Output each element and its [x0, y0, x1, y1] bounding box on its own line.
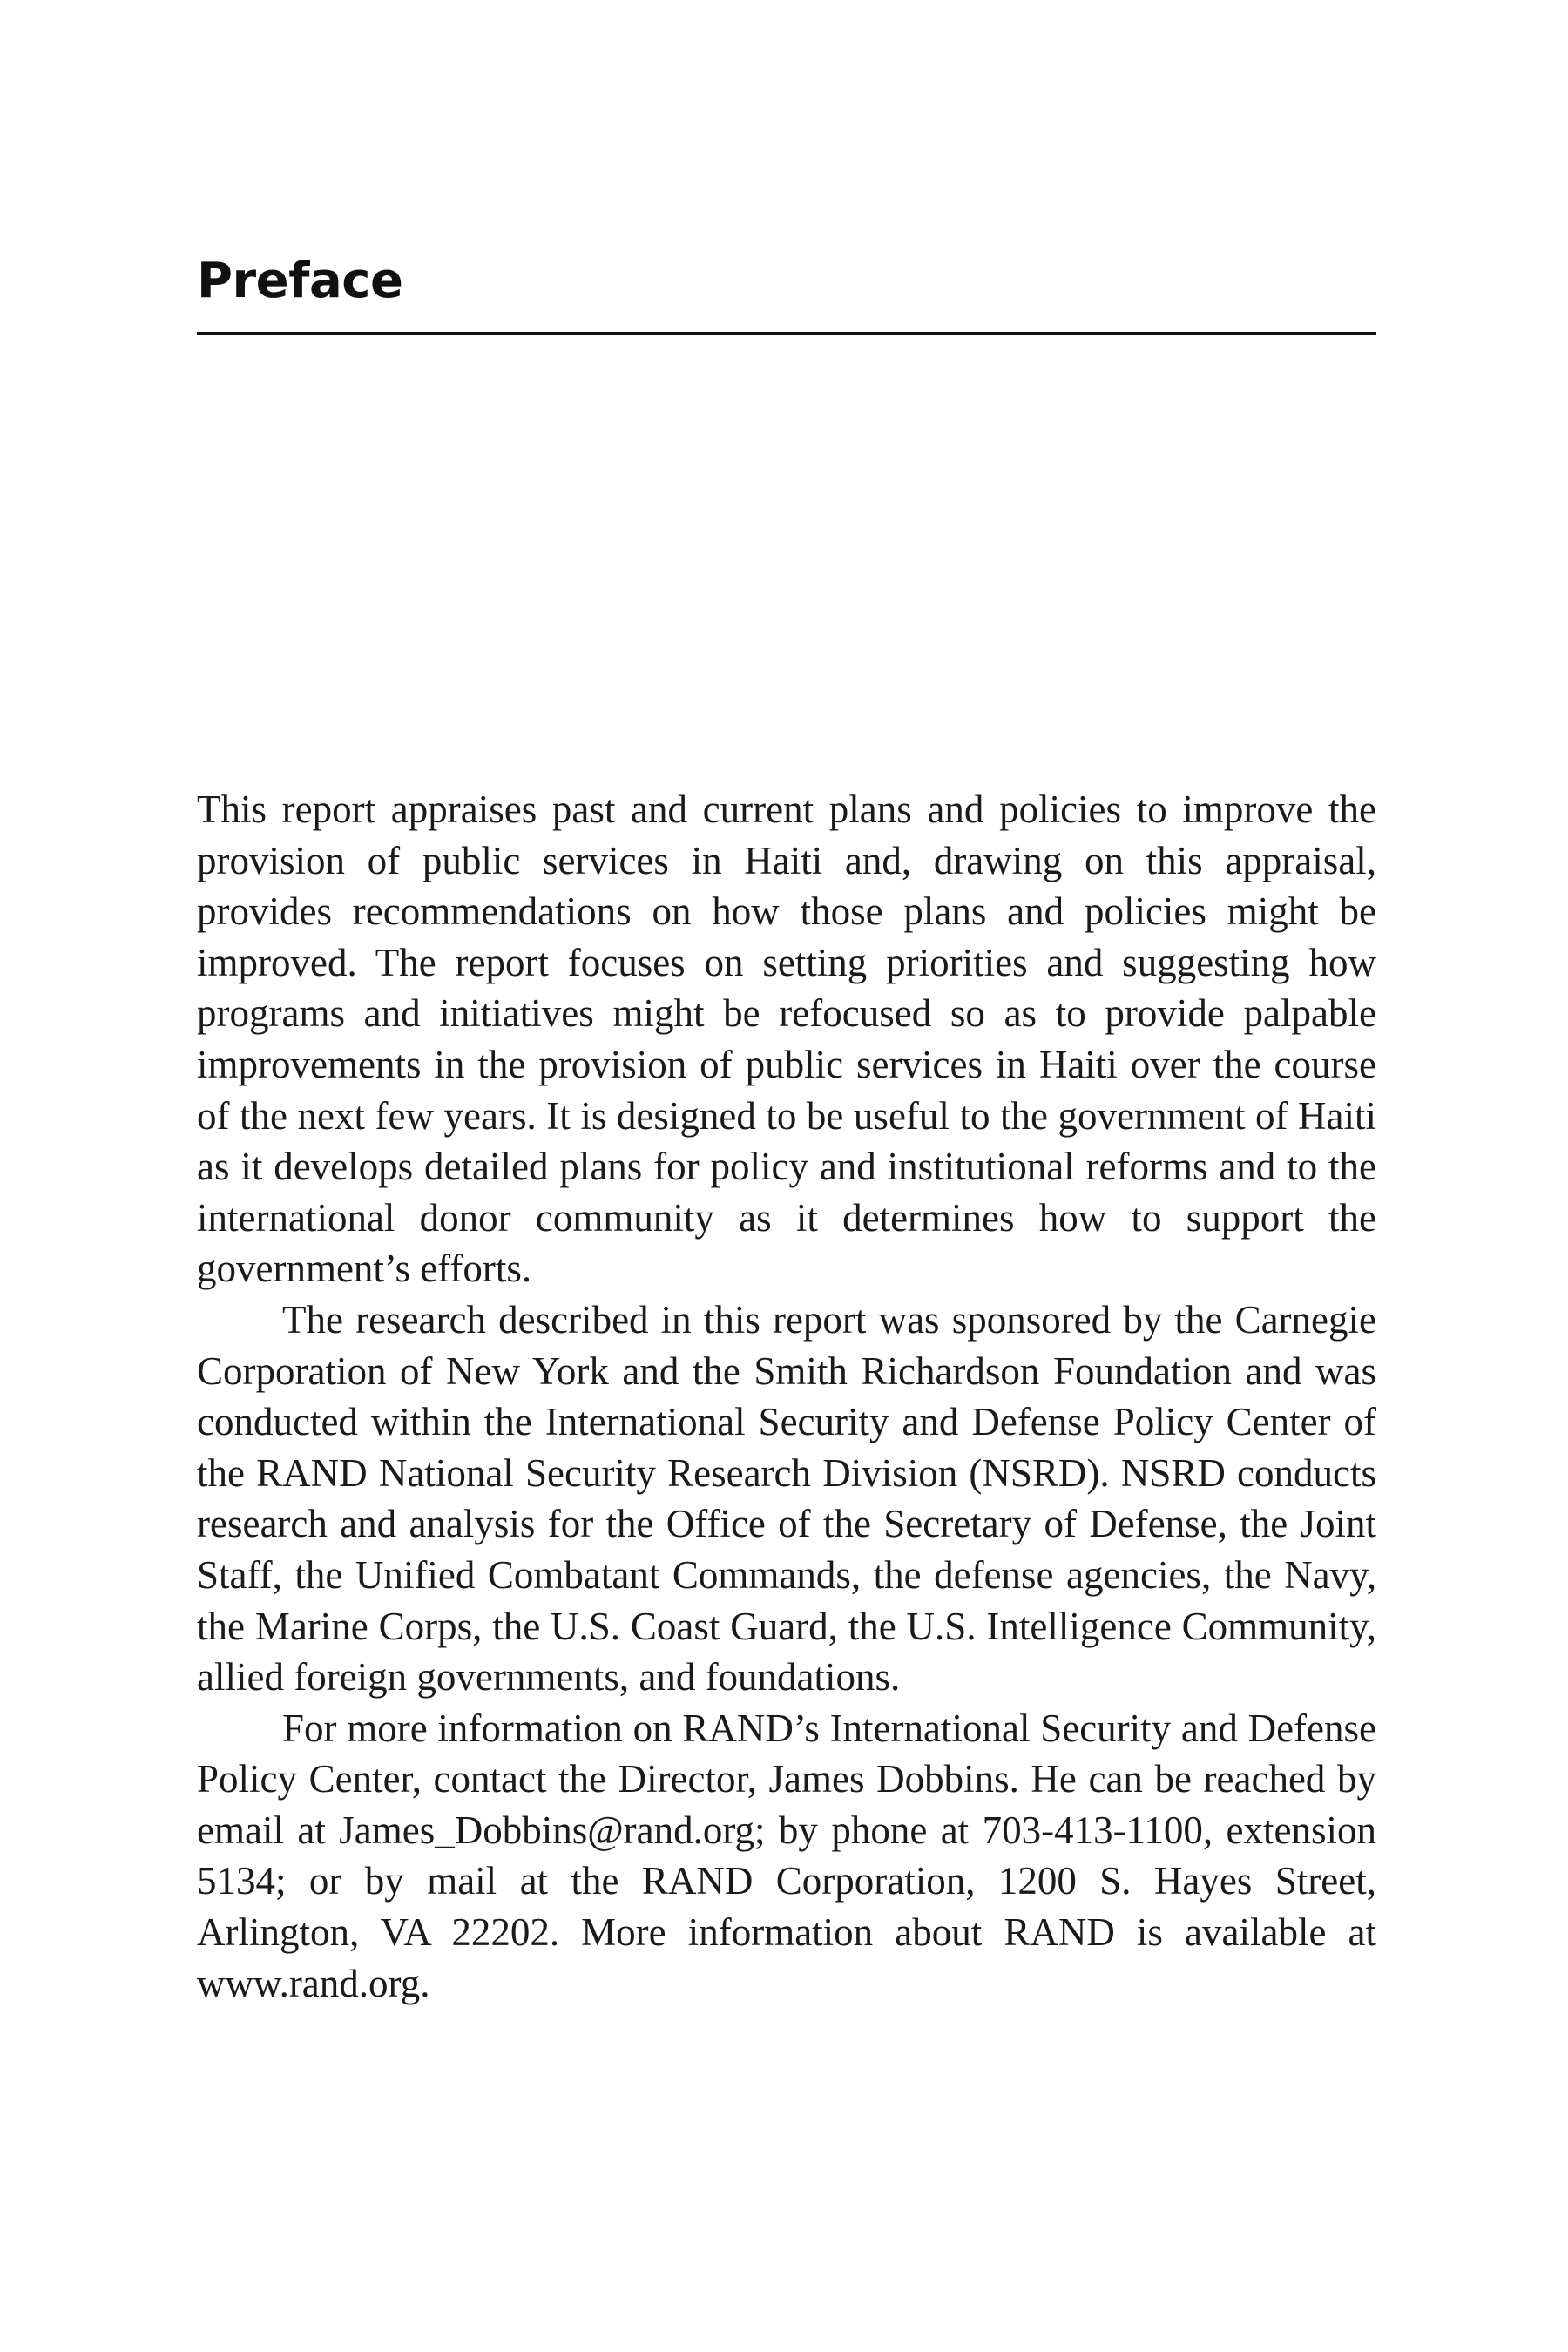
paragraph-1: This report appraises past and current plans and policies to improve the provision of public services in Haiti and, drawing on this appraisal, provides recommendations on how those plans and policies might be improved. The report focuses on setting priorities and suggesting how programs and initiatives might be refocused so as to provide palpable improvements in the provision of public services in Haiti over the course of the next few years. It is designed to be useful to the government of Haiti as it develops detailed plans for policy and institutional reforms and to the international donor community as it determines how to support the government’s efforts. [197, 787, 1376, 1291]
paragraph-3: For more information on RAND’s International Security and Defense Policy Center, contact the Director, James Dobbins. He can be reached by email at James_Dobbins@rand.org; by phone at 703-413-1100, extension 5134; or by mail at the RAND Corporation, 1200 S. Hayes Street, Arlington, VA 22202. More information about RAND is available at www.rand.org. [197, 1706, 1376, 2005]
page-title: Preface [197, 253, 403, 309]
title-rule [197, 332, 1376, 335]
paragraph-2: The research described in this report was sponsored by the Carnegie Corporation of New York and the Smith Richardson Foundation and was conducted within the International Security and Defense Policy Center of the RAND National Security Research Division (NSRD). NSRD conducts research and analysis for the Office of the Secretary of Defense, the Joint Staff, the Unified Combatant Commands, the defense agencies, the Navy, the Marine Corps, the U.S. Coast Guard, the U.S. Intelligence Community, allied foreign governments, and foundations. [197, 1297, 1376, 1700]
preface-body [197, 784, 1376, 2009]
